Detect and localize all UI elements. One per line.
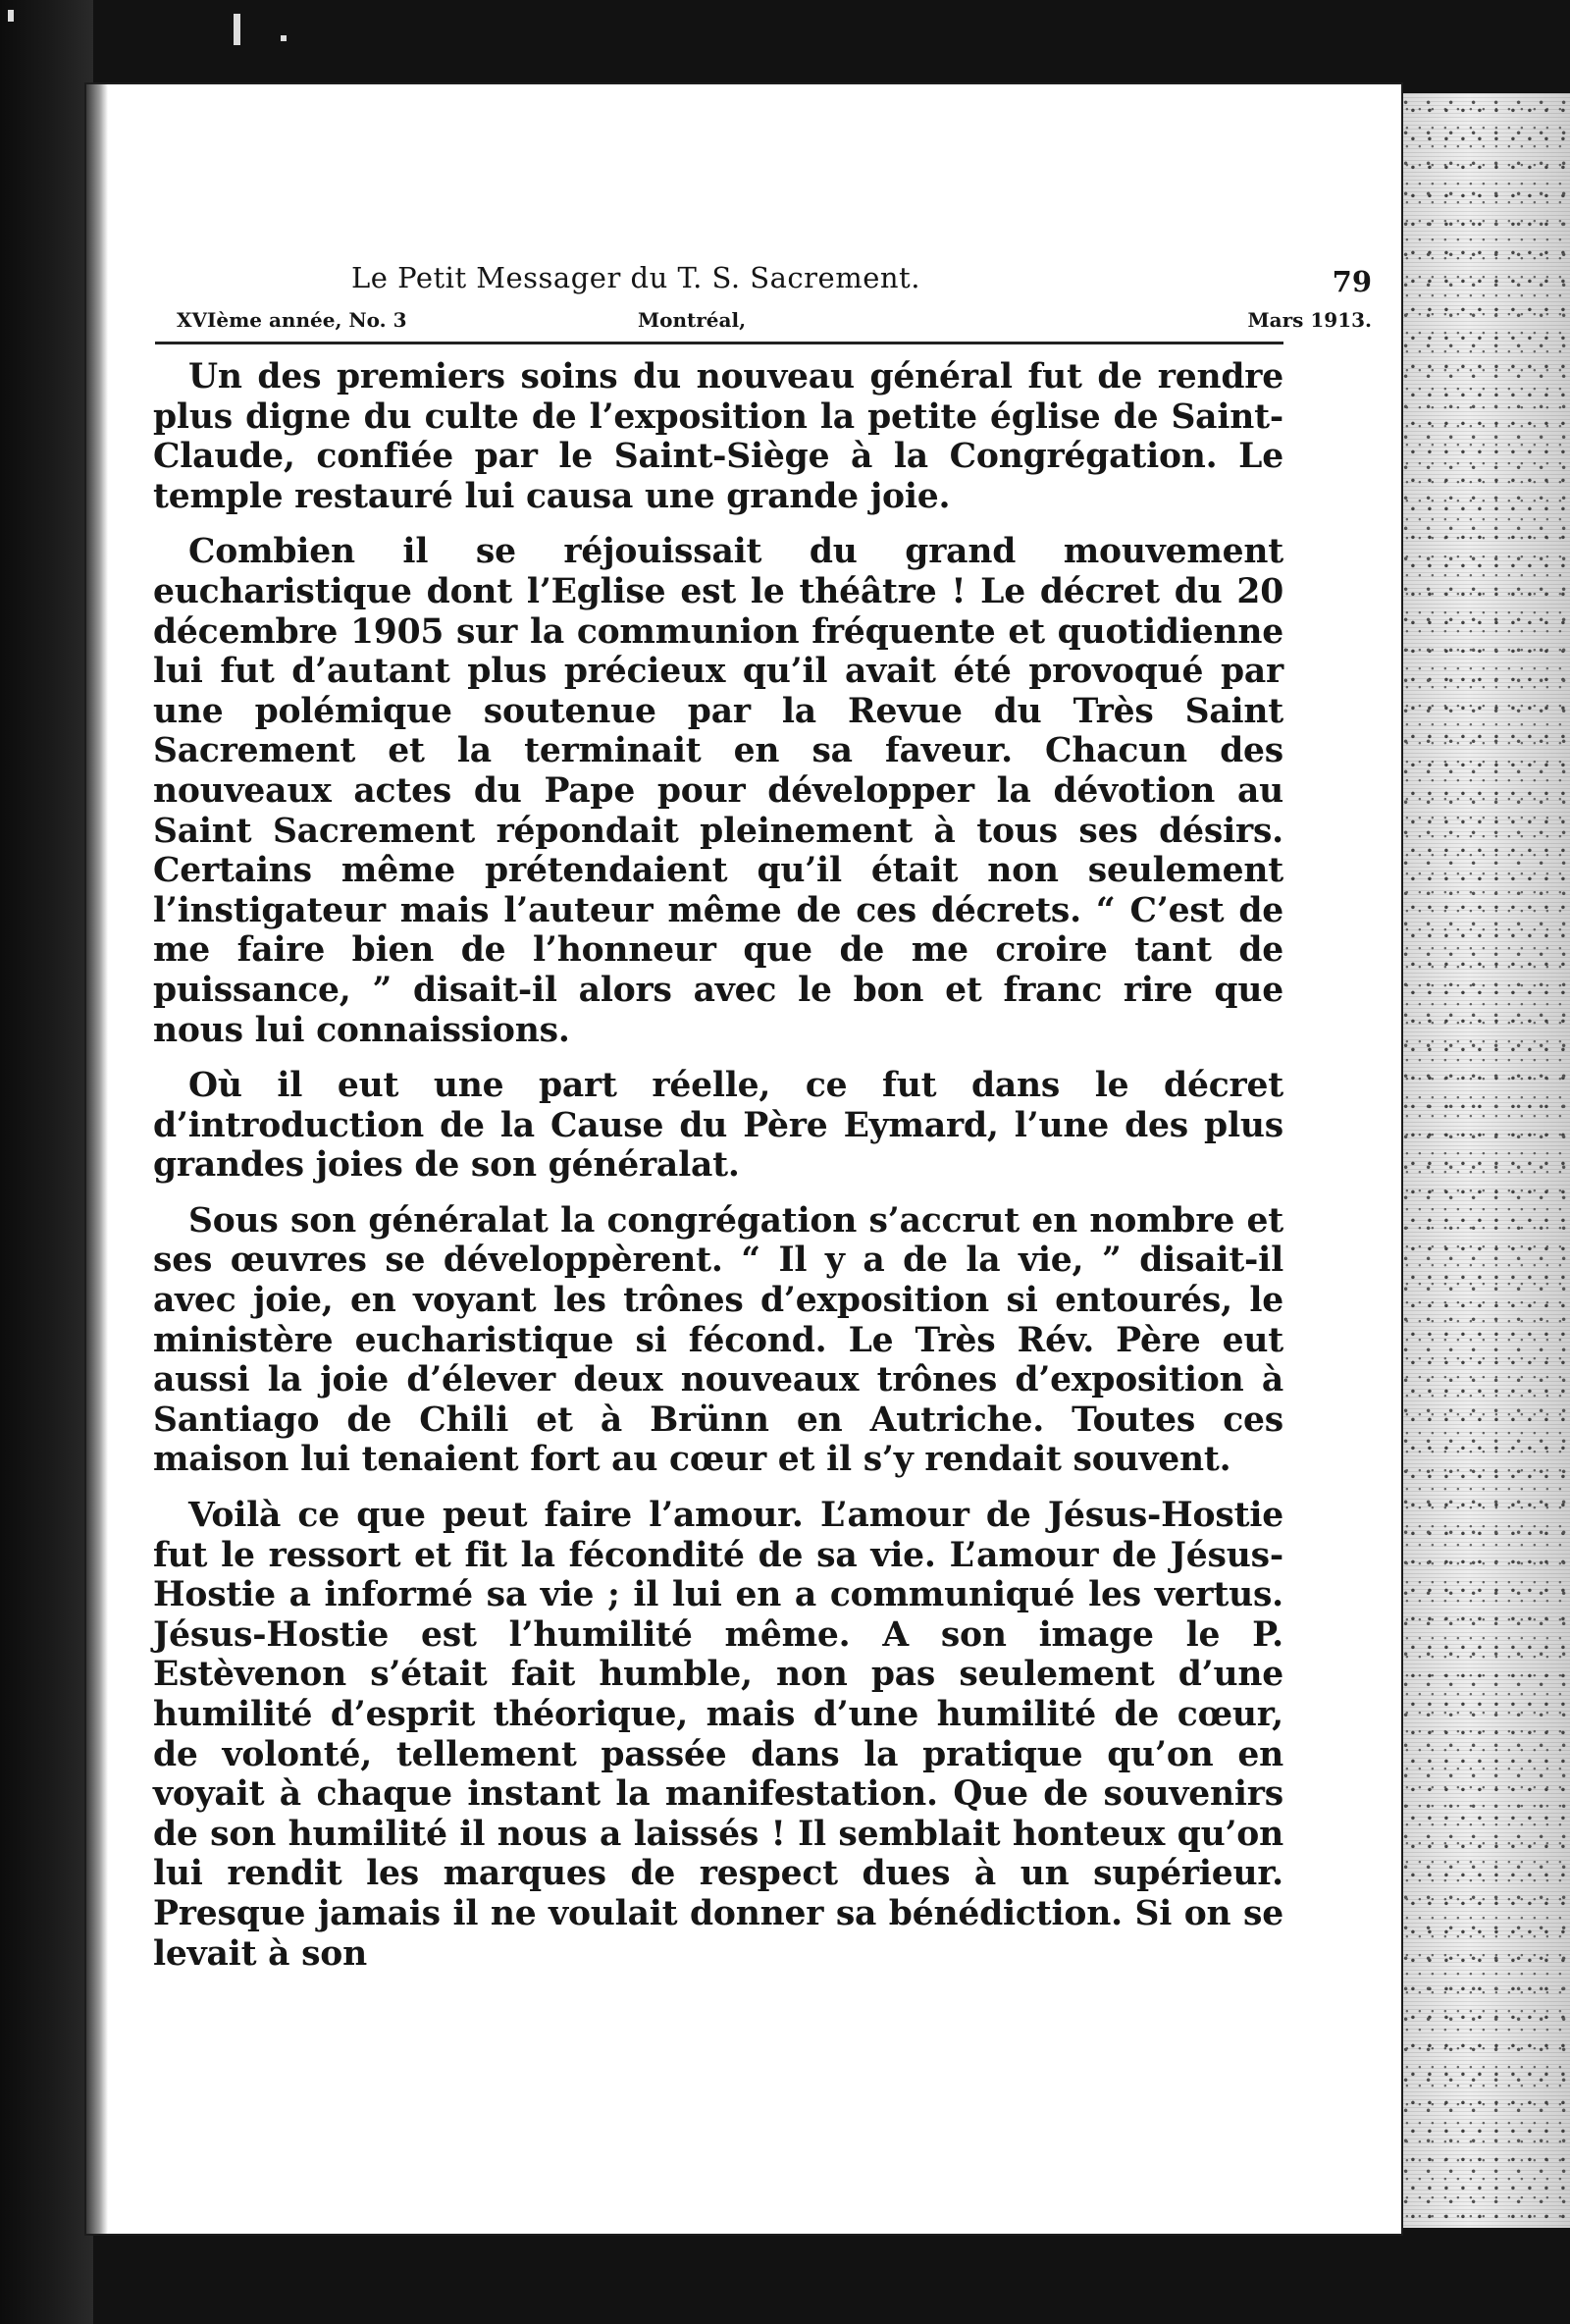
running-header xyxy=(155,261,1391,310)
body-text xyxy=(153,357,1283,1989)
page-gutter xyxy=(86,84,108,2234)
scan-mark xyxy=(8,10,14,22)
scan-mark xyxy=(234,14,240,45)
city: Montréal, xyxy=(638,308,747,332)
page-stack-edges xyxy=(1401,93,1570,2228)
header-rule xyxy=(155,342,1283,344)
paragraph: Où il eut une part réelle, ce fut dans le décret d’introduction de la Cause du Père Eymard, l’une des plus grandes joies de son généralat. xyxy=(153,1066,1283,1186)
binding-shadow xyxy=(0,0,93,2324)
page-number: 79 xyxy=(1332,265,1372,298)
paragraph: Voilà ce que peut faire l’amour. L’amour de Jésus-Hostie fut le ressort et fit la fécondité de sa vie. L’amour de Jésus-Hostie a informé sa vie ; il lui en a communiqué les vertus. Jésus-Hostie est l’humilité même. A son image le P. Estèvenon s’était fait humble, non pas seulement d’une humilité d’esprit théorique, mais d’une humilité de cœur, de volonté, tellement passée dans la pratique qu’on en voyait à chaque instant la manifestation. Que de souvenirs de son humilité il nous a laissés ! Il semblait honteux qu’on lui rendit les marques de respect dues à un supérieur. Presque jamais il ne voulait donner sa bénédiction. Si on se levait à son xyxy=(153,1496,1283,1974)
header-title: Le Petit Messager du T. S. Sacrement. xyxy=(351,261,920,294)
paragraph: Combien il se réjouissait du grand mouvement eucharistique dont l’Eglise est le théâtre ! Le décret du 20 décembre 1905 sur la communion fréquente et quotidienne lui fut d’autant plus précieux qu’il avait été provoqué par une polémique soutenue par la Revue du Très Saint Sacrement et la terminait en sa faveur. Chacun des nouveaux actes du Pape pour développer la dévotion au Saint Sacrement répondait pleinement à tous ses désirs. Certains même prétendaient qu’il était non seulement l’instigateur mais l’auteur même de ces décrets. “ C’est de me faire bien de l’honneur que de me croire tant de puissance, ” disait-il alors avec le bon et franc rire que nous lui connaissions. xyxy=(153,532,1283,1050)
paragraph: Sous son généralat la congrégation s’accrut en nombre et ses œuvres se développèrent. “ Il y a de la vie, ” disait-il avec joie, en voyant les trônes d’exposition si entourés, le ministère eucharistique si fécond. Le Très Rév. Père eut aussi la joie d’élever deux nouveaux trônes d’exposition à Santiago de Chili et à Brünn en Autriche. Toutes ces maison lui tenaient fort au cœur et il s’y rendait souvent. xyxy=(153,1200,1283,1480)
scan-mark xyxy=(281,35,287,41)
issue-date: Mars 1913. xyxy=(1247,308,1372,332)
issue-line xyxy=(177,308,1372,342)
paragraph: Un des premiers soins du nouveau général fut de rendre plus digne du culte de l’exposition la petite église de Saint-Claude, confiée par le Saint-Siège à la Congrégation. Le temple restauré lui causa une grande joie. xyxy=(153,357,1283,516)
year-issue: XVIème année, No. 3 xyxy=(177,308,407,332)
book-page xyxy=(86,84,1401,2234)
